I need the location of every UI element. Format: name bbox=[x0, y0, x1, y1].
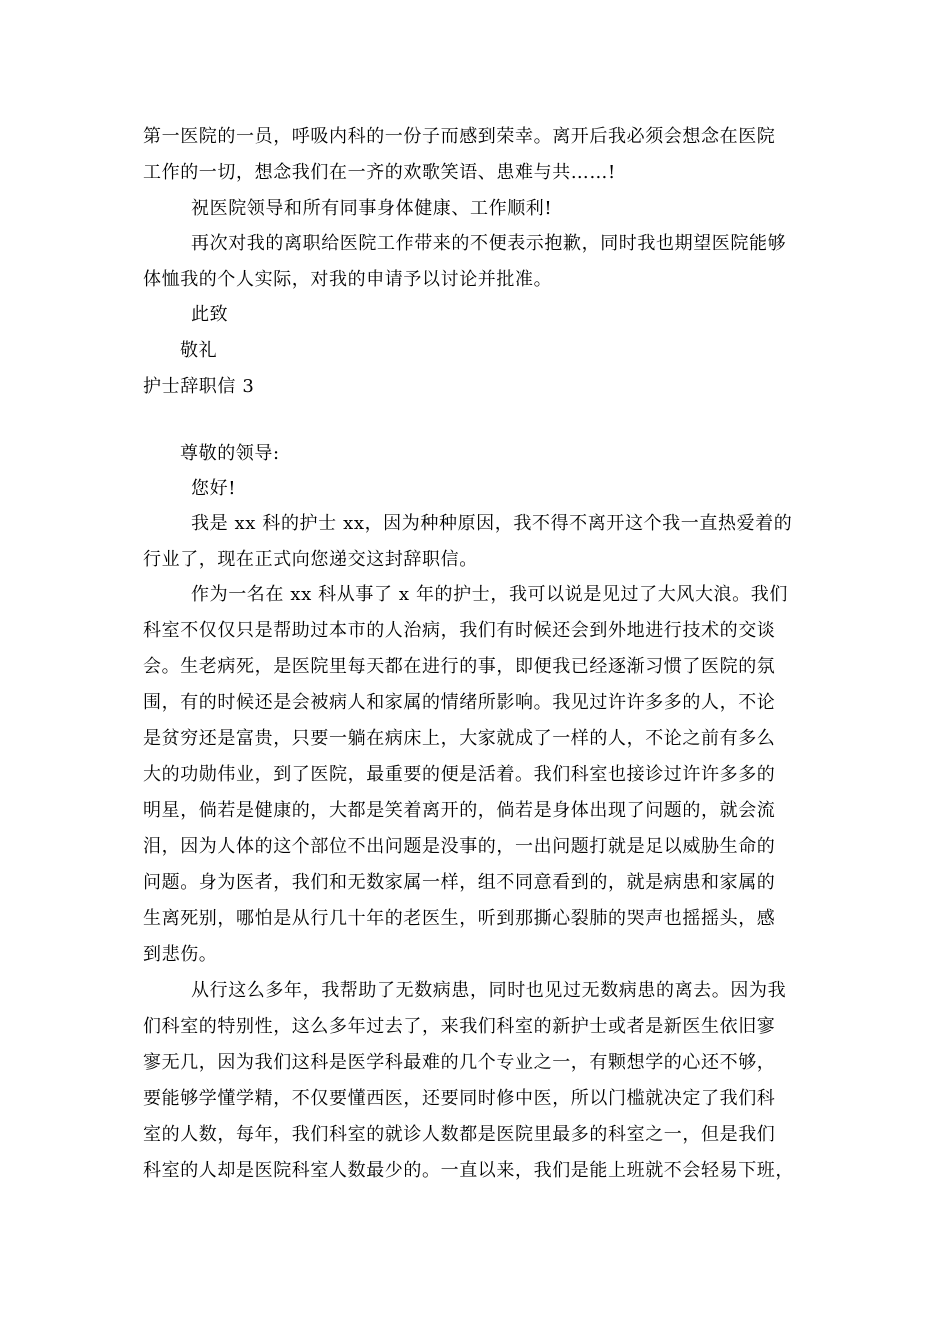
body-text-line: 第一医院的一员，呼吸内科的一份子而感到荣幸。离开后我必须会想念在医院 bbox=[143, 126, 776, 147]
body-text-line: 要能够学懂学精，不仅要懂西医，还要同时修中医，所以门槛就决定了我们科 bbox=[143, 1088, 776, 1109]
body-text-line: 到悲伤。 bbox=[143, 944, 218, 965]
body-text-line: 再次对我的离职给医院工作带来的不便表示抱歉，同时我也期望医院能够 bbox=[191, 233, 787, 254]
letter-greeting: 尊敬的领导: bbox=[180, 443, 280, 464]
body-text-line: 从行这么多年，我帮助了无数病患，同时也见过无数病患的离去。因为我 bbox=[191, 980, 787, 1001]
body-text-line: 科室的人却是医院科室人数最少的。一直以来，我们是能上班就不会轻易下班， bbox=[143, 1160, 794, 1181]
closing-regards: 敬礼 bbox=[180, 340, 218, 361]
letter-greeting-hello: 您好! bbox=[191, 478, 237, 499]
body-text-line: 泪，因为人体的这个部位不出问题是没事的，一出问题打就是足以威胁生命的 bbox=[143, 836, 776, 857]
body-text-line: 大的功勋伟业，到了医院，最重要的便是活着。我们科室也接诊过许许多多的 bbox=[143, 764, 776, 785]
body-text-line: 们科室的特别性，这么多年过去了，来我们科室的新护士或者是新医生依旧寥 bbox=[143, 1016, 776, 1037]
section-title: 护士辞职信 3 bbox=[143, 376, 255, 397]
body-text-line: 明星，倘若是健康的，大都是笑着离开的，倘若是身体出现了问题的，就会流 bbox=[143, 800, 776, 821]
body-text-line: 问题。身为医者，我们和无数家属一样，组不同意看到的，就是病患和家属的 bbox=[143, 872, 776, 893]
body-text-line: 寥无几，因为我们这科是医学科最难的几个专业之一，有颗想学的心还不够， bbox=[143, 1052, 776, 1073]
closing-salutation: 此致 bbox=[191, 304, 229, 325]
body-text-line: 是贫穷还是富贵，只要一躺在病床上，大家就成了一样的人，不论之前有多么 bbox=[143, 728, 776, 749]
body-text-line: 行业了，现在正式向您递交这封辞职信。 bbox=[143, 549, 478, 570]
body-text-line: 体恤我的个人实际，对我的申请予以讨论并批准。 bbox=[143, 269, 553, 290]
body-text-line: 室的人数，每年，我们科室的就诊人数都是医院里最多的科室之一，但是我们 bbox=[143, 1124, 776, 1145]
body-text-line: 作为一名在 xx 科从事了 x 年的护士，我可以说是见过了大风大浪。我们 bbox=[191, 584, 788, 605]
body-text-line: 我是 xx 科的护士 xx，因为种种原因，我不得不离开这个我一直热爱着的 bbox=[191, 513, 793, 534]
body-text-line: 围，有的时候还是会被病人和家属的情绪所影响。我见过许许多多的人，不论 bbox=[143, 692, 776, 713]
body-text-line: 科室不仅仅只是帮助过本市的人治病，我们有时候还会到外地进行技术的交谈 bbox=[143, 620, 776, 641]
body-text-line: 工作的一切，想念我们在一齐的欢歌笑语、患难与共……! bbox=[143, 162, 616, 183]
body-text-line: 生离死别，哪怕是从行几十年的老医生，听到那撕心裂肺的哭声也摇摇头，感 bbox=[143, 908, 776, 929]
body-text-line: 会。生老病死，是医院里每天都在进行的事，即便我已经逐渐习惯了医院的氛 bbox=[143, 656, 776, 677]
body-text-line: 祝医院领导和所有同事身体健康、工作顺利! bbox=[191, 198, 553, 219]
